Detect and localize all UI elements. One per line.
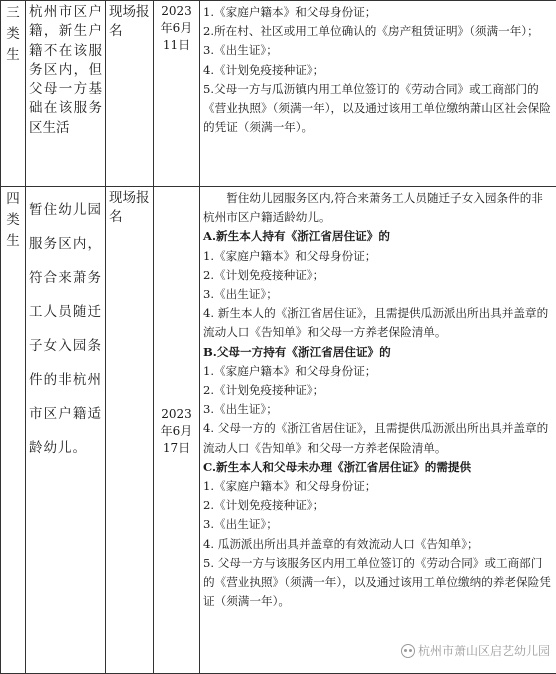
registration-method-cell: 现场报名 [106, 187, 154, 674]
material-item: 1.《家庭户籍本》和父母身份证； [203, 247, 553, 266]
material-item: 3.《出生证》； [203, 400, 553, 419]
scope-cell: 杭州市区户籍，新生户籍不在该服务区内，但父母一方基础在该服务区生活 [26, 1, 106, 187]
material-item: 暂住幼儿园服务区内,符合来萧务工人员随迁子女入园条件的非杭州市区户籍适龄幼儿。 [203, 189, 553, 227]
registration-date-text: 2023年6月17日 [161, 407, 193, 455]
material-item: 3.《出生证》； [203, 285, 553, 304]
material-item: 5. 父母一方与该服务区内用工单位签订的《劳动合同》或工商部门的《营业执照》（须满一年），以及通过该用工单位缴纳的养老保险凭证（须满一年）。 [203, 554, 553, 612]
table-row-category-4 [1, 187, 556, 674]
registration-date-cell: 2023年6月11日 [154, 1, 200, 187]
material-item: 4. 新生本人的《浙江省居住证》，且需提供瓜沥派出所出具并盖章的流动人口《告知单》和父母一方养老保险清单。 [203, 304, 553, 342]
materials-section-heading: C.新生本人和父母未办理《浙江省居住证》的需提供 [203, 458, 553, 477]
material-item: 2.所在村、社区或用工单位确认的《房产租赁证明》（须满一年）； [203, 22, 553, 41]
table-row-category-3 [1, 1, 556, 187]
material-item: 4. 父母一方的《浙江省居住证》，且需提供瓜沥派出所出具并盖章的流动人口《告知单》和父母一方养老保险清单。 [203, 419, 553, 457]
registration-date-cell [154, 187, 200, 674]
scope-cell: 暂住幼儿园服务区内，符合来萧务工人员随迁子女入园条件的非杭州市区户籍适龄幼儿。 [26, 187, 106, 674]
category-cell: 三类生 [1, 1, 26, 187]
material-item: 1.《家庭户籍本》和父母身份证； [203, 362, 553, 381]
material-item: 2.《计划免疫接种证》； [203, 381, 553, 400]
materials-section-heading: B.父母一方持有《浙江省居住证》的 [203, 343, 553, 362]
material-item: 4.《计划免疫接种证》； [203, 61, 553, 80]
material-item: 4. 瓜沥派出所出具并盖章的有效流动人口《告知单》； [203, 535, 553, 554]
material-item: 5.父母一方与瓜沥镇内用工单位签订的《劳动合同》或工商部门的《营业执照》（须满一年），以及通过该用工单位缴纳萧山区社会保险的凭证（须满一年）。 [203, 80, 553, 138]
materials-list [203, 3, 553, 137]
materials-cell [200, 1, 556, 187]
registration-method-cell: 现场报名 [106, 1, 154, 187]
wechat-icon [401, 644, 415, 658]
materials-section-heading: A.新生本人持有《浙江省居住证》的 [203, 227, 553, 246]
materials-list [203, 189, 553, 611]
material-item: 1.《家庭户籍本》和父母身份证； [203, 477, 553, 496]
material-item: 1.《家庭户籍本》和父母身份证； [203, 3, 553, 22]
watermark [401, 642, 550, 659]
material-item: 3.《出生证》； [203, 515, 553, 534]
watermark-text: 杭州市萧山区启艺幼儿园 [418, 642, 550, 659]
material-item: 3.《出生证》； [203, 41, 553, 60]
materials-cell [200, 187, 556, 674]
category-cell: 四类生 [1, 187, 26, 674]
material-item: 2.《计划免疫接种证》； [203, 266, 553, 285]
material-item: 2.《计划免疫接种证》； [203, 496, 553, 515]
